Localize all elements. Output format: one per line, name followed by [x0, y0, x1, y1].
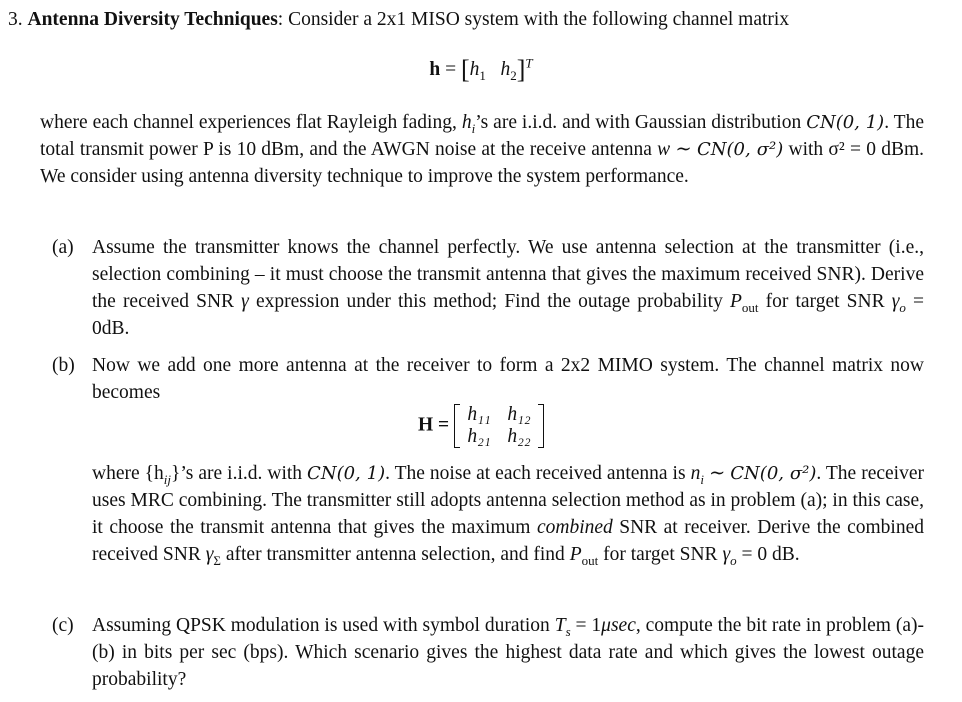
channel-vector-equation: $h = [h_1$ $h_2]^T$ — [429, 55, 533, 84]
complex-normal-dist: CN(0, 1) — [806, 112, 885, 133]
part-c-label: (c) — [52, 615, 74, 636]
part-a — [52, 234, 924, 342]
part-b-label: (b) — [52, 355, 75, 376]
channel-matrix: h₁₁ h₁₂ h₂₁ h₂₂ — [454, 404, 544, 448]
problem-heading — [8, 6, 948, 33]
problem-title-suffix: : Consider a 2x1 MISO system with the following channel matrix — [277, 9, 790, 30]
part-b — [52, 352, 924, 406]
part-a-label: (a) — [52, 237, 74, 258]
part-b-intro: Now we add one more antenna at the receiver to form a 2x2 MIMO system. The channel matrix now becomes — [92, 355, 924, 403]
part-c — [52, 612, 924, 693]
problem-title: Antenna Diversity Techniques — [27, 9, 278, 30]
part-a-text: Assume the transmitter knows the channel perfectly. We use antenna selection at the transmitter (i.e., selection combining – it must choose the transmit antenna that gives the maximum received SNR). Derive the received SNR γ expression under this method; Find the outage probability $P_{out}$ for target SNR $\gamma_o = 0dB$. — [92, 237, 925, 339]
part-c-text: Assuming QPSK modulation is used with symbol duration $T_s = 1\mu\sec$, compute the bit rate in problem (a)-(b) in bits per sec (bps). Which scenario gives the highest data rate and which gives the lowest outage probability? — [92, 615, 924, 690]
noise-dist: CN(0, σ²) — [696, 139, 784, 160]
problem-number: 3. — [8, 9, 23, 30]
problem-intro: where each channel experiences flat Rayleigh fading, $h_i’s$ are i.i.d. and with Gaussian distribution CN(0, 1). The total transmit power P is 10 dBm, and the AWGN noise at the receive antenna w ∼ CN(0, σ²) with σ² = 0 dBm. We consider using antenna diversity technique to improve the system performance. — [40, 112, 925, 187]
part-b-text: where $\{h_{ij}\}’s$ are i.i.d. with CN(0, 1). The noise at each received antenna is $n_i$ ∼ CN(0, σ²). The receiver uses MRC combining. The transmitter still adopts antenna selection method as in problem (a); in this case, it choose the transmit antenna that gives the maximum combined SNR at receiver. Derive the combined received SNR $\gamma_\Sigma$ after transmitter antenna selection, and find $P_{out}$ for target SNR $\gamma_o = 0$ dB. — [92, 463, 924, 568]
channel-matrix-equation: H = h₁₁ h₁₂ h₂₁ h₂₂ — [0, 404, 962, 448]
